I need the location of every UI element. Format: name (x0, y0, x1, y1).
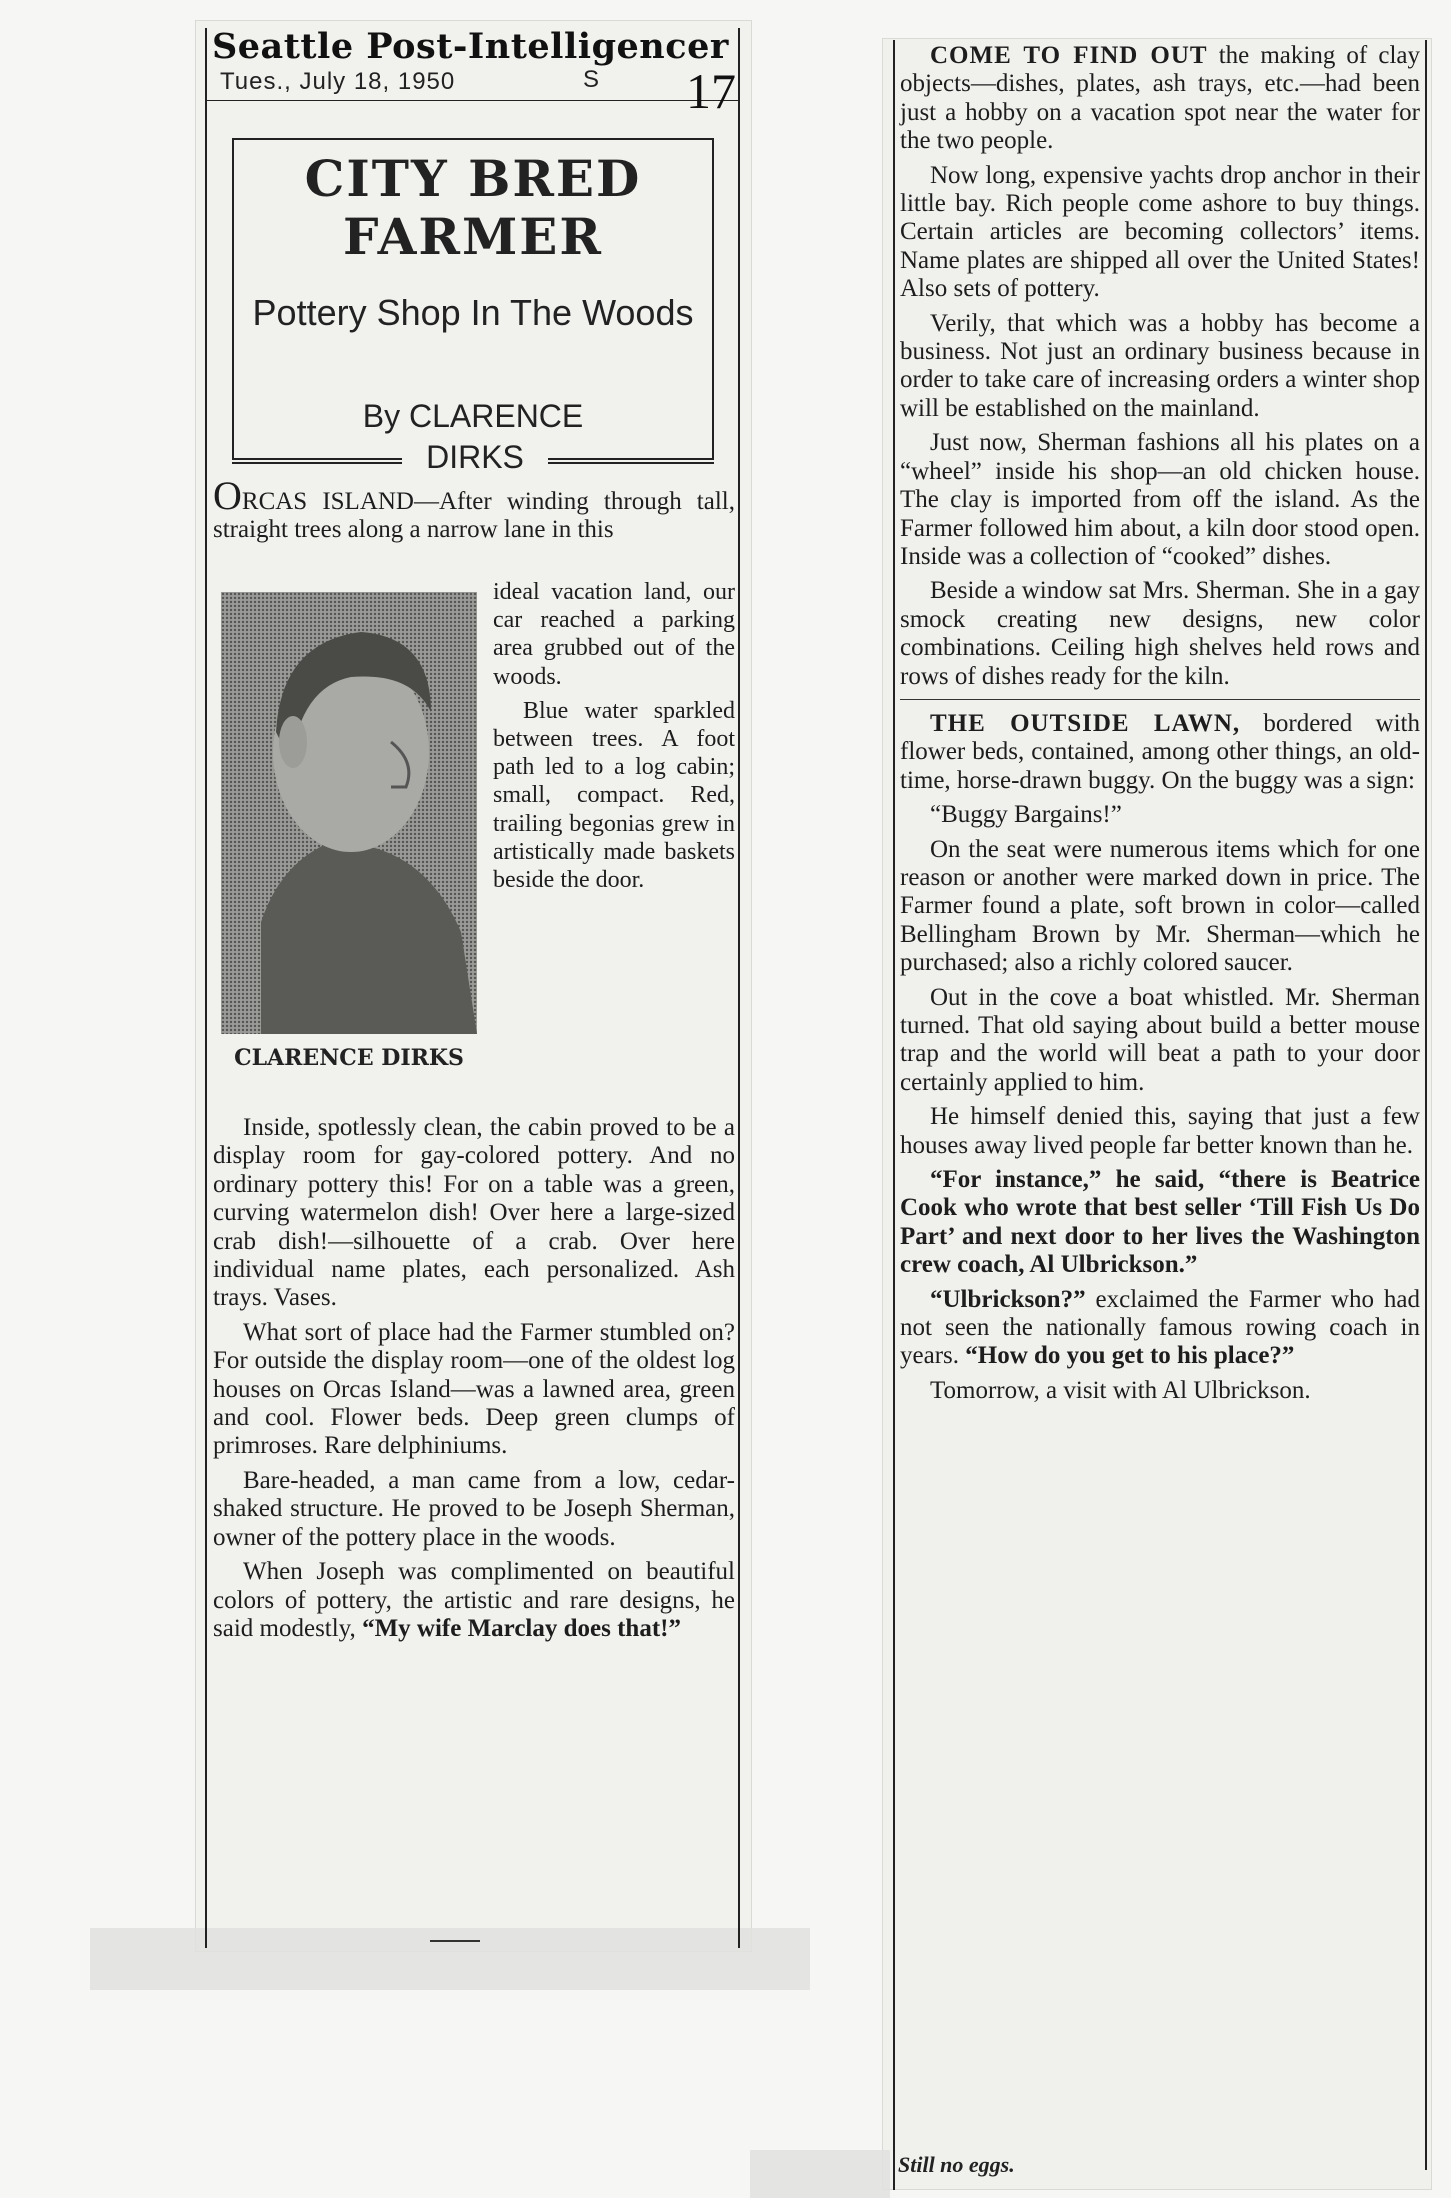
masthead-rule (206, 100, 739, 101)
article-left-body (213, 1114, 735, 1649)
quote: “How do you get to his place?” (965, 1342, 1295, 1370)
byline: By CLARENCE (362, 398, 584, 434)
tape-strip (90, 1928, 810, 1990)
paragraph: the making of clay objects—dishes, plates, ash trays, etc.—had been just a hobby on a vacation spot near the water for the two people. (900, 42, 1420, 155)
section-rule (900, 699, 1420, 700)
article-left-intro (213, 473, 735, 545)
article-left-wrap (493, 578, 735, 900)
paragraph: Tomorrow, a visit with Al Ulbrickson. (930, 1376, 1311, 1404)
paragraph: RCAS ISLAND—After winding through tall, straight trees along a narrow lane in this (213, 488, 735, 544)
paragraph: What sort of place had the Farmer stumbled on? For outside the display room—one of the oldest log houses on Orcas Island—was a lawned area, green and cool. Flower beds. Deep green clumps of primroses. Rare delphiniums. (213, 1318, 735, 1460)
photo-caption: CLARENCE DIRKS (234, 1045, 464, 1071)
masthead: Seattle Post-Intelligencer (212, 26, 729, 67)
article-right (900, 42, 1420, 1411)
paragraph: bordered with flower beds, contained, among other things, an old-time, horse-drawn buggy. On the buggy was a sign: (900, 709, 1420, 794)
portrait-image (221, 592, 477, 1034)
paragraph: Beside a window sat Mrs. Sherman. She in a gay smock creating new designs, new color combinations. Ceiling high shelves held rows and rows of dishes ready for the kiln. (900, 577, 1420, 690)
byline-name: DIRKS (402, 440, 548, 474)
column-rule (893, 40, 895, 2190)
edition-mark: S (583, 66, 600, 93)
column-rule (738, 28, 740, 1948)
paragraph: Verily, that which was a hobby has become a business. Not just an ordinary business because in order to take care of increasing orders a winter shop will be established on the mainland. (900, 309, 1420, 422)
section-lead: COME TO FIND OUT (930, 42, 1208, 69)
paragraph: Inside, spotlessly clean, the cabin proved to be a display room for gay-colored pottery. And no ordinary pottery this! For on a table was a green, curving watermelon dish! Over here a large-sized crab dish!—silhouette of a crab. Over here individual name plates, each personalized. Ash trays. Vases. (213, 1114, 735, 1312)
paragraph: He himself denied this, saying that just a few houses away lived people far better known than he. (900, 1103, 1420, 1159)
page-number: 17 (686, 63, 736, 119)
dateline: Tues., July 18, 1950 (220, 68, 456, 95)
paragraph: “Buggy Bargains!” (930, 801, 1122, 829)
quote: “My wife Marclay does that!” (362, 1614, 681, 1642)
quote: “Ulbrickson?” (930, 1285, 1086, 1313)
byline-rule (232, 462, 402, 464)
paragraph: Now long, expensive yachts drop anchor in their little bay. Rich people come ashore to buy things. Certain articles are becoming collectors’ items. Name plates are shipped all over the United States! Also sets of pottery. (900, 161, 1420, 303)
tape-strip (750, 2150, 890, 2198)
paragraph: Out in the cove a boat whistled. Mr. Sherman turned. That old saying about build a better mouse trap and the world will beat a path to your door certainly applied to him. (900, 983, 1420, 1096)
section-lead: THE OUTSIDE LAWN, (930, 709, 1241, 737)
author-photo (221, 592, 477, 1034)
paragraph: When Joseph was complimented on beautiful colors of pottery, the artistic and rare designs, he said modestly, (213, 1558, 735, 1642)
byline-rule (548, 462, 714, 464)
end-rule (430, 1940, 480, 1942)
paragraph: Bare-headed, a man came from a low, cedar-shaked structure. He proved to be Joseph Sherman, owner of the pottery place in the woods. (213, 1466, 735, 1551)
drop-cap: O (213, 473, 242, 518)
paragraph: Blue water sparkled between trees. A foot path led to a log cabin; small, compact. Red, trailing begonias grew in artistically made baskets beside the door. (493, 697, 735, 894)
paragraph: On the seat were numerous items which for one reason or another were marked down in price. The Farmer found a plate, soft brown in color—called Bellingham Brown by Mr. Sherman—which he purchased; also a richly colored saucer. (900, 835, 1420, 977)
signoff: Still no eggs. (898, 2152, 1015, 2177)
headline: CITY BRED FARMER (304, 149, 642, 266)
column-rule (205, 28, 207, 1948)
paragraph: ideal vacation land, our car reached a parking area grubbed out of the woods. (493, 579, 735, 690)
subhead: Pottery Shop In The Woods (252, 292, 694, 333)
column-rule (1425, 40, 1427, 2170)
paragraph: Just now, Sherman fashions all his plates on a “wheel” inside his shop—an old chicken house. The clay is imported from off the island. As the Farmer followed him about, a kiln door stood open. Inside was a collection of “cooked” dishes. (900, 429, 1420, 570)
paragraph: exclaimed the Farmer who had not seen the nationally famous rowing coach in years. (900, 1285, 1420, 1370)
paragraph: “For instance,” he said, “there is Beatrice Cook who wrote that best seller ‘Till Fish Us Do Part’ and next door to her lives the Washington crew coach, Al Ulbrickson.” (900, 1166, 1420, 1279)
